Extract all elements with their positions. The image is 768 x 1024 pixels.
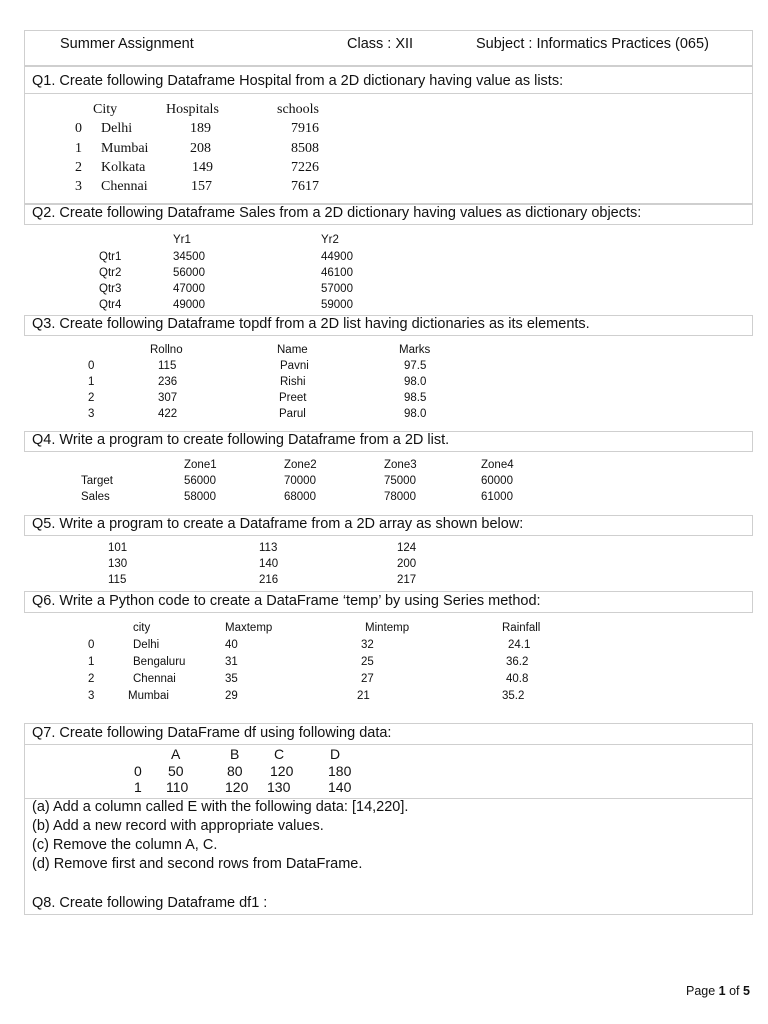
- q6-cell: Mumbai: [128, 690, 169, 702]
- q7-part-b: (b) Add a new record with appropriate values.: [32, 818, 324, 834]
- q6-row-index: 3: [88, 690, 95, 702]
- q2-cell: 44900: [321, 251, 353, 263]
- q2-col-header: Yr2: [321, 234, 339, 246]
- q1-cell: 8508: [291, 141, 319, 156]
- q3-cell: Parul: [279, 408, 306, 420]
- q6-cell: 35.2: [502, 690, 525, 702]
- q1-cell: 149: [192, 160, 213, 175]
- q2-row-index: Qtr4: [99, 299, 122, 311]
- q3-cell: Preet: [279, 392, 307, 404]
- q1-row-index: 0: [75, 121, 82, 136]
- q7-cell: 130: [267, 779, 291, 795]
- q6-question-text: Q6. Write a Python code to create a DataFrame ‘temp’ by using Series method:: [32, 593, 541, 609]
- q4-question-text: Q4. Write a program to create following Dataframe from a 2D list.: [32, 432, 450, 448]
- q5-cell: 115: [108, 574, 127, 586]
- q1-cell: 7916: [291, 121, 319, 136]
- q2-col-header: Yr1: [173, 234, 191, 246]
- q1-cell: 157: [191, 179, 212, 194]
- q5-cell: 216: [259, 574, 279, 586]
- q7-cell: 110: [166, 779, 189, 795]
- q3-cell: 97.5: [404, 360, 427, 372]
- q4-cell: 75000: [384, 475, 416, 487]
- q7-cell: 120: [270, 763, 294, 779]
- page-number: [686, 984, 750, 998]
- q4-cell: 61000: [481, 491, 513, 503]
- q2-cell: 47000: [173, 283, 205, 295]
- q3-cell: 422: [158, 408, 178, 420]
- assignment-title: Summer Assignment: [60, 36, 194, 52]
- q5-cell: 200: [397, 558, 417, 570]
- q3-col-header: Rollno: [150, 344, 183, 356]
- q2-cell: 57000: [321, 283, 353, 295]
- q6-cell: 21: [357, 690, 370, 702]
- q2-cell: 49000: [173, 299, 205, 311]
- q2-question-text: Q2. Create following Dataframe Sales from a 2D dictionary having values as dictionary objects:: [32, 205, 642, 221]
- q3-cell: 236: [158, 376, 178, 388]
- q7-cell: 80: [227, 763, 243, 779]
- q6-cell: 29: [225, 690, 238, 702]
- q3-row-index: 1: [88, 376, 95, 388]
- q4-col-header: Zone1: [184, 459, 217, 471]
- q3-cell: 98.0: [404, 408, 427, 420]
- q5-cell: 113: [259, 542, 278, 554]
- q1-row-index: 2: [75, 160, 82, 175]
- q5-cell: 124: [397, 542, 417, 554]
- q7-row-index: 1: [134, 779, 142, 795]
- q5-cell: 130: [108, 558, 128, 570]
- q3-question-text: Q3. Create following Dataframe topdf from a 2D list having dictionaries as its elements.: [32, 316, 590, 332]
- q6-col-header: Mintemp: [365, 622, 410, 634]
- q6-row-index: 0: [88, 639, 95, 651]
- q3-cell: Rishi: [280, 376, 306, 388]
- q6-cell: 27: [361, 673, 374, 685]
- q1-row-index: 1: [75, 141, 82, 156]
- q6-cell: Delhi: [133, 639, 160, 651]
- class-label: Class : XII: [347, 36, 414, 52]
- q4-row-index: Target: [81, 475, 113, 487]
- q4-cell: 68000: [284, 491, 316, 503]
- q1-cell: 189: [190, 121, 211, 136]
- q2-cell: 46100: [321, 267, 353, 279]
- q4-cell: 58000: [184, 491, 216, 503]
- q2-row-index: Qtr3: [99, 283, 122, 295]
- q4-cell: 60000: [481, 475, 513, 487]
- q3-cell: 115: [158, 360, 177, 372]
- q2-cell: 34500: [173, 251, 205, 263]
- q2-cell: 59000: [321, 299, 353, 311]
- q6-col-header: city: [133, 622, 151, 634]
- q4-col-header: Zone3: [384, 459, 417, 471]
- q1-cell: Chennai: [101, 179, 148, 194]
- q8-question-text: Q8. Create following Dataframe df1 :: [32, 895, 268, 911]
- q7-part-c: (c) Remove the column A, C.: [32, 837, 218, 853]
- q3-col-header: Marks: [399, 344, 431, 356]
- q6-cell: Chennai: [133, 673, 176, 685]
- q7-col-header: D: [330, 746, 341, 762]
- q7-cell: 120: [225, 779, 249, 795]
- q3-col-header: Name: [277, 344, 308, 356]
- q1-col-header: schools: [277, 102, 319, 117]
- q3-cell: Pavni: [280, 360, 309, 372]
- q4-cell: 56000: [184, 475, 216, 487]
- q1-cell: Mumbai: [101, 141, 149, 156]
- q7-cell: 180: [328, 763, 352, 779]
- q2-row-index: Qtr1: [99, 251, 122, 263]
- q1-cell: Kolkata: [101, 160, 146, 175]
- q6-cell: 40.8: [506, 673, 529, 685]
- q3-row-index: 3: [88, 408, 95, 420]
- q5-cell: 140: [259, 558, 279, 570]
- q7-question-text: Q7. Create following DataFrame df using following data:: [32, 725, 392, 741]
- page-total: 5: [743, 984, 750, 998]
- q6-cell: 40: [225, 639, 238, 651]
- subject-label: Subject : Informatics Practices (065): [476, 36, 709, 52]
- q2-row-index: Qtr2: [99, 267, 122, 279]
- q7-part-a: (a) Add a column called E with the following data: [14,220].: [32, 799, 409, 815]
- q7-cell: 50: [168, 763, 184, 779]
- q4-row-index: Sales: [81, 491, 110, 503]
- q1-col-header: City: [93, 102, 118, 117]
- q4-cell: 70000: [284, 475, 316, 487]
- q1-cell: Delhi: [101, 121, 133, 136]
- q6-row-index: 1: [88, 656, 95, 668]
- q6-col-header: Maxtemp: [225, 622, 273, 634]
- q7-cell: 140: [328, 779, 352, 795]
- q6-col-header: Rainfall: [502, 622, 541, 634]
- q3-cell: 307: [158, 392, 178, 404]
- q1-row-index: 3: [75, 179, 82, 194]
- page-prefix: Page: [686, 984, 719, 998]
- q3-cell: 98.0: [404, 376, 427, 388]
- q1-cell: 208: [190, 141, 211, 156]
- q7-col-header: C: [274, 746, 285, 762]
- q2-cell: 56000: [173, 267, 205, 279]
- q1-cell: 7226: [291, 160, 319, 175]
- q7-row-index: 0: [134, 763, 142, 779]
- page-of: of: [725, 984, 743, 998]
- q7-col-header: A: [171, 746, 181, 762]
- q6-cell: 35: [225, 673, 238, 685]
- q3-cell: 98.5: [404, 392, 427, 404]
- q4-col-header: Zone4: [481, 459, 514, 471]
- q6-cell: 24.1: [508, 639, 531, 651]
- q6-cell: 25: [361, 656, 374, 668]
- q1-cell: 7617: [291, 179, 319, 194]
- q4-col-header: Zone2: [284, 459, 317, 471]
- q6-cell: Bengaluru: [133, 656, 186, 668]
- q6-cell: 31: [225, 656, 238, 668]
- q1-question-text: Q1. Create following Dataframe Hospital from a 2D dictionary having value as lists:: [32, 73, 564, 89]
- q5-question-text: Q5. Write a program to create a Dataframe from a 2D array as shown below:: [32, 516, 524, 532]
- q7-col-header: B: [230, 746, 240, 762]
- q4-cell: 78000: [384, 491, 416, 503]
- q6-cell: 32: [361, 639, 374, 651]
- q3-row-index: 2: [88, 392, 95, 404]
- q6-row-index: 2: [88, 673, 95, 685]
- q5-cell: 101: [108, 542, 128, 554]
- page-current: 1: [718, 984, 726, 998]
- q1-col-header: Hospitals: [166, 102, 219, 117]
- q6-cell: 36.2: [506, 656, 529, 668]
- q3-row-index: 0: [88, 360, 95, 372]
- q5-cell: 217: [397, 574, 417, 586]
- q7-part-d: (d) Remove first and second rows from DataFrame.: [32, 856, 363, 872]
